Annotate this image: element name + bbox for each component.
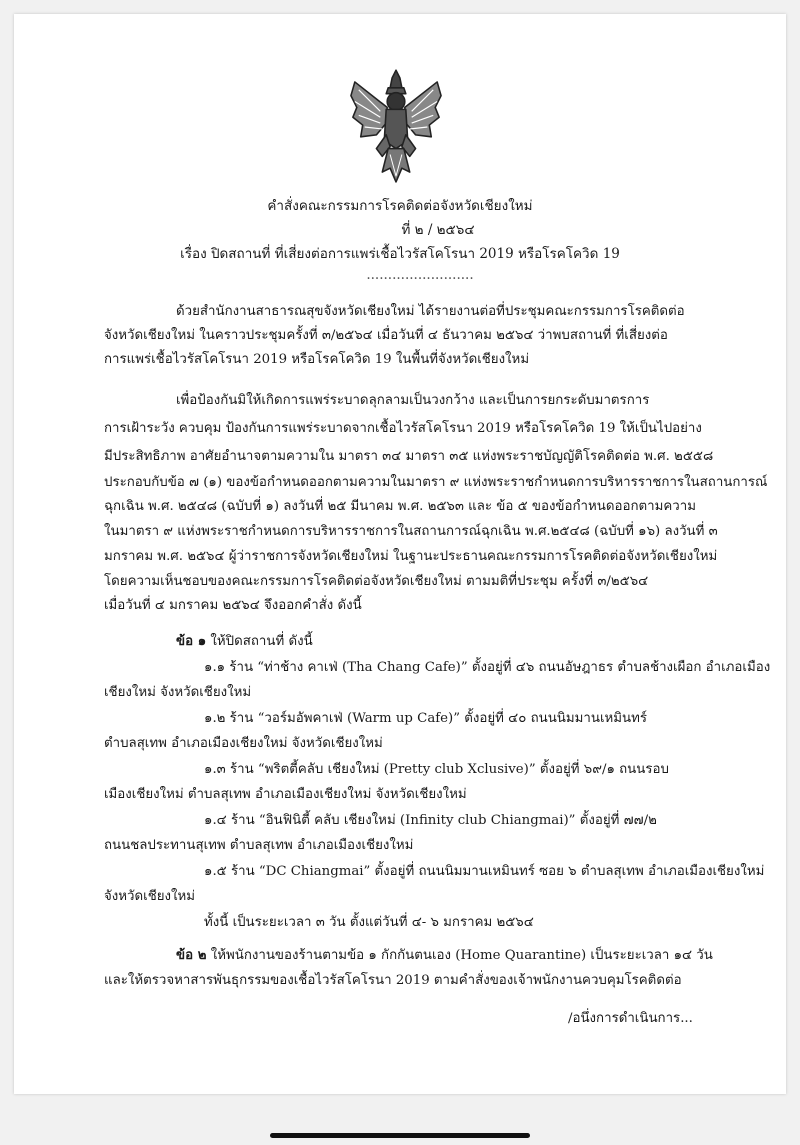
order-number: ที่ ๒ / ๒๕๖๔ [401, 222, 475, 238]
order-title: คำสั่งคณะกรรมการโรคติดต่อจังหวัดเชียงใหม่ [267, 198, 533, 214]
clause2-label: ข้อ ๒ [176, 948, 207, 963]
clause1-item: ๑.๑ ร้าน “ท่าช้าง คาเฟ่ (Tha Chang Cafe)” ตั้งอยู่ที่ ๔๖ ถนนอัษฎาธร ตำบลช้างเผือก อำเภอเมือง [204, 660, 771, 675]
clause1-text: ให้ปิดสถานที่ ดังนี้ [210, 634, 313, 649]
clause1-label: ข้อ ๑ [176, 634, 207, 649]
clause1-item-cont: ถนนชลประทานสุเทพ ตำบลสุเทพ อำเภอเมืองเชียงใหม่ [104, 838, 414, 853]
para2-line: ประกอบกับข้อ ๗ (๑) ของข้อกำหนดออกตามความในมาตรา ๙ แห่งพระราชกำหนดการบริหารราชการในสถานการณ์ [104, 475, 768, 490]
para2-line: มกราคม พ.ศ. ๒๕๖๔ ผู้ว่าราชการจังหวัดเชียงใหม่ ในฐานะประธานคณะกรรมการโรคติดต่อจังหวัดเชียงใหม่ [104, 549, 718, 564]
clause1-item-cont: ตำบลสุเทพ อำเภอเมืองเชียงใหม่ จังหวัดเชียงใหม่ [104, 736, 383, 751]
para2-line: เมื่อวันที่ ๔ มกราคม ๒๕๖๔ จึงออกคำสั่ง ดังนี้ [104, 598, 362, 613]
separator-dots: ......................... [366, 267, 474, 283]
garuda-emblem-icon [347, 66, 445, 190]
para2-line: โดยความเห็นชอบของคณะกรรมการโรคติดต่อจังหวัดเชียงใหม่ ตามมติที่ประชุม ครั้งที่ ๓/๒๕๖๔ [104, 574, 649, 589]
clause2-line1 [176, 947, 713, 965]
para2-line: ฉุกเฉิน พ.ศ. ๒๕๔๘ (ฉบับที่ ๑) ลงวันที่ ๒๕ มีนาคม พ.ศ. ๒๕๖๓ และ ข้อ ๕ ของข้อกำหนดออกตามความ [104, 499, 696, 514]
para1-line: ด้วยสำนักงานสาธารณสุขจังหวัดเชียงใหม่ ได้รายงานต่อที่ประชุมคณะกรรมการโรคติดต่อ [176, 304, 685, 319]
order-subject: เรื่อง ปิดสถานที่ ที่เสี่ยงต่อการแพร่เชื้อไวรัสโคโรนา 2019 หรือโรคโควิด 19 [180, 246, 620, 262]
clause2-text: ให้พนักงานของร้านตามข้อ ๑ กักกันตนเอง (Home Quarantine) เป็นระยะเวลา ๑๔ วัน [210, 948, 713, 963]
para2-line: ในมาตรา ๙ แห่งพระราชกำหนดการบริหารราชการในสถานการณ์ฉุกเฉิน พ.ศ.๒๕๔๘ (ฉบับที่ ๑๖) ลงวันที่ ๓ [104, 524, 718, 539]
para1-line: การแพร่เชื้อไวรัสโคโรนา 2019 หรือโรคโควิด 19 ในพื้นที่จังหวัดเชียงใหม่ [104, 352, 530, 367]
clause1-item-cont: เมืองเชียงใหม่ ตำบลสุเทพ อำเภอเมืองเชียงใหม่ จังหวัดเชียงใหม่ [104, 787, 467, 802]
clause1-item: ๑.๒ ร้าน “วอร์มอัพคาเฟ่ (Warm up Cafe)” ตั้งอยู่ที่ ๔๐ ถนนนิมมานเหมินทร์ [204, 711, 648, 726]
para2-line: มีประสิทธิภาพ อาศัยอำนาจตามความใน มาตรา ๓๔ มาตรา ๓๕ แห่งพระราชบัญญัติโรคติดต่อ พ.ศ. ๒๕๕๘ [104, 449, 714, 464]
clause1-item-cont: จังหวัดเชียงใหม่ [104, 889, 196, 904]
document-page [14, 14, 786, 1094]
para2-line: การเฝ้าระวัง ควบคุม ป้องกันการแพร่ระบาดจากเชื้อไวรัสโคโรนา 2019 หรือโรคโควิด 19 ให้เป็นไปอย่าง [104, 421, 702, 436]
clause1-item: ๑.๔ ร้าน “อินฟินิตี้ คลับ เชียงใหม่ (Infinity club Chiangmai)” ตั้งอยู่ที่ ๗๗/๒ [204, 813, 657, 828]
para1-line: จังหวัดเชียงใหม่ ในคราวประชุมครั้งที่ ๓/๒๕๖๔ เมื่อวันที่ ๔ ธันวาคม ๒๕๖๔ ว่าพบสถานที่ ที่เสี่ยงต่อ [104, 328, 668, 343]
clause1-item-cont: เชียงใหม่ จังหวัดเชียงใหม่ [104, 685, 252, 700]
clause1-item: ๑.๓ ร้าน “พริตตี้คลับ เชียงใหม่ (Pretty club Xclusive)” ตั้งอยู่ที่ ๖๙/๑ ถนนรอบ [204, 762, 669, 777]
clause1-item: ๑.๕ ร้าน “DC Chiangmai” ตั้งอยู่ที่ ถนนนิมมานเหมินทร์ ซอย ๖ ตำบลสุเทพ อำเภอเมืองเชียงใหม่ [204, 864, 765, 879]
home-indicator[interactable] [270, 1133, 530, 1138]
clause2-line2: และให้ตรวจหาสารพันธุกรรมของเชื้อไวรัสโคโรนา 2019 ตามคำสั่งของเจ้าพนักงานควบคุมโรคติดต่อ [104, 973, 682, 988]
clause1-heading [176, 633, 313, 651]
para2-line: เพื่อป้องกันมิให้เกิดการแพร่ระบาดลุกลามเป็นวงกว้าง และเป็นการยกระดับมาตรการ [176, 393, 650, 408]
clause1-duration: ทั้งนี้ เป็นระยะเวลา ๓ วัน ตั้งแต่วันที่ ๔- ๖ มกราคม ๒๕๖๔ [204, 915, 534, 930]
continuation-note: /อนึ่งการดำเนินการ... [568, 1011, 693, 1026]
